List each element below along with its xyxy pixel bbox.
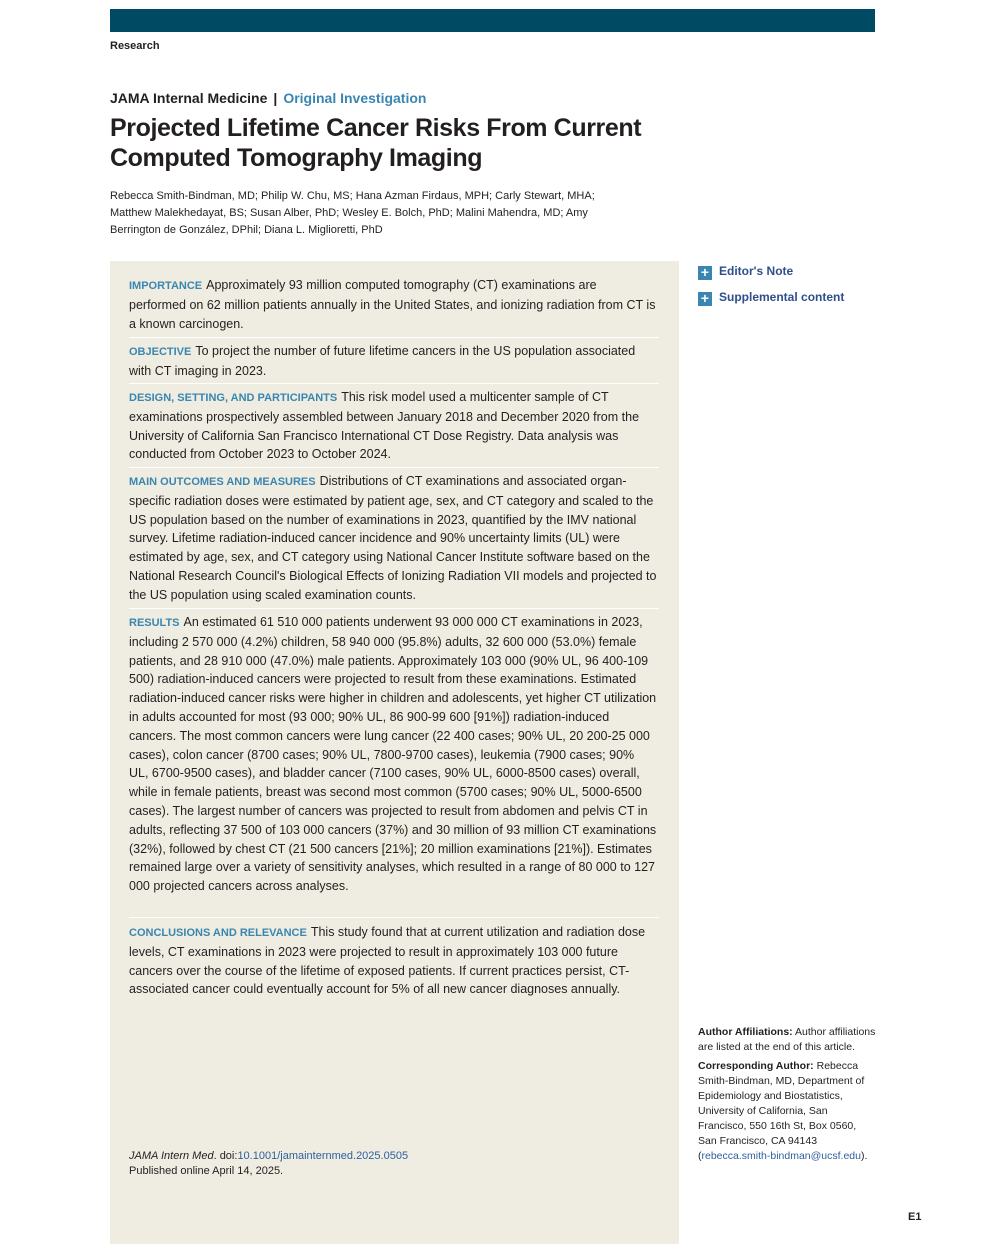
supplement-links bbox=[698, 258, 844, 310]
citation bbox=[129, 1149, 408, 1179]
editors-note-label: Editor's Note bbox=[719, 264, 794, 278]
header-bar bbox=[110, 9, 875, 32]
importance-text: Approximately 93 million computed tomography (CT) examinations are performed on 62 million patients annually in the United States, and ionizing radiation from CT is a known carcinogen. bbox=[129, 278, 656, 331]
results-heading: RESULTS bbox=[129, 617, 180, 629]
citation-doi-line bbox=[129, 1149, 408, 1164]
plus-icon: + bbox=[698, 266, 712, 280]
affiliations-label: Author Affiliations: bbox=[698, 1026, 793, 1038]
journal-abbrev: JAMA Intern Med bbox=[129, 1150, 214, 1162]
conclusions-heading: CONCLUSIONS AND RELEVANCE bbox=[129, 927, 307, 939]
article-type: Original Investigation bbox=[283, 90, 427, 106]
journal-separator: | bbox=[273, 90, 278, 106]
objective-text: To project the number of future lifetime cancers in the US population associated with CT imaging in 2023. bbox=[129, 344, 636, 378]
article-title: Projected Lifetime Cancer Risks From Current Computed Tomography Imaging bbox=[110, 114, 642, 172]
supplemental-content-label: Supplemental content bbox=[719, 290, 845, 304]
abstract-divider bbox=[129, 608, 659, 609]
author-list: Rebecca Smith-Bindman, MD; Philip W. Chu, MS; Hana Azman Firdaus, MPH; Carly Stewart, MHA; Matthew Malekhedayat, BS; Susan Alber, PhD; Wesley E. Bolch, PhD; Malini Mahendra, MD; Amy Berrington de González, DPhil; Diana L. Miglioretti, PhD bbox=[110, 190, 595, 236]
corresponding-email-link[interactable]: rebecca.smith-bindman@ucsf.edu bbox=[701, 1150, 861, 1162]
abstract-divider bbox=[129, 467, 659, 468]
design-heading: DESIGN, SETTING, AND PARTICIPANTS bbox=[129, 392, 338, 404]
doi-prefix: . doi: bbox=[213, 1150, 238, 1162]
publication-date: Published online April 14, 2025. bbox=[129, 1165, 284, 1177]
editors-note-link[interactable] bbox=[698, 258, 844, 284]
corresponding-text: Rebecca Smith-Bindman, MD, Department of Epidemiology and Biostatistics, University of California, San Francisco, 550 16th St, Box 0560, San Francisco, CA 94143 bbox=[698, 1060, 865, 1147]
author-affiliations bbox=[698, 1025, 876, 1055]
corresponding-author bbox=[698, 1059, 876, 1164]
abstract-divider bbox=[129, 917, 659, 918]
abstract-conclusions bbox=[129, 923, 657, 999]
abstract-divider bbox=[129, 337, 659, 338]
abstract-design bbox=[129, 388, 657, 464]
doi-link[interactable]: 10.1001/jamainternmed.2025.0505 bbox=[237, 1150, 409, 1162]
email-close-paren: ). bbox=[860, 1150, 868, 1162]
supplemental-content-link[interactable] bbox=[698, 284, 844, 310]
conclusions-text: This study found that at current utilization and radiation dose levels, CT examinations in 2023 were projected to result in approximately 103 000 future cancers over the course of the lifetime of exposed patients. If current practices persist, CT-associated cancer could eventually account for 5% of all new cancer diagnoses annually. bbox=[129, 925, 646, 997]
section-label: Research bbox=[110, 40, 160, 52]
abstract-importance bbox=[129, 276, 657, 333]
outcomes-text: Distributions of CT examinations and associated organ-specific radiation doses were estimated by patient age, sex, and CT category and scaled to the US population based on the number of examinations in 2023, quantified by the IMV national survey. Lifetime radiation-induced cancer incidence and 90% uncertainty limits (UL) were estimated by age, sex, and CT category using National Cancer Institute software based on the National Research Council's Biological Effects of Ionizing Radiation VII models and projected to the US population using scaled examination counts. bbox=[129, 474, 657, 602]
corresponding-label: Corresponding Author: bbox=[698, 1060, 814, 1072]
page-number: E1 bbox=[908, 1211, 922, 1223]
abstract-box bbox=[110, 261, 679, 1244]
email-open-paren: ( bbox=[698, 1150, 702, 1162]
plus-icon: + bbox=[698, 292, 712, 306]
objective-heading: OBJECTIVE bbox=[129, 346, 192, 358]
journal-name: JAMA Internal Medicine bbox=[110, 90, 268, 106]
abstract-results bbox=[129, 613, 657, 896]
design-text: This risk model used a multicenter sample of CT examinations prospectively assembled between January 2018 and December 2020 from the University of California San Francisco International CT Dose Registry. Data analysis was conducted from October 2023 to October 2024. bbox=[129, 390, 640, 462]
author-notes bbox=[698, 1025, 876, 1168]
results-text: An estimated 61 510 000 patients underwent 93 000 000 CT examinations in 2023, including 2 570 000 (4.2%) children, 58 940 000 (95.8%) adults, 32 600 000 (53.0%) female patients, and 28 910 000 (47.0%) male patients. Approximately 103 000 (90% UL, 96 400-109 500) radiation-induced cancers were projected to result from these examinations. Estimated radiation-induced cancer risks were higher in children and adolescents, yet higher CT utilization in adults accounted for most (93 000; 90% UL, 86 900-99 600 [91%]) radiation-induced cancers. The most common cancers were lung cancer (22 400 cases; 90% UL, 20 200-25 000 cases), colon cancer (8700 cases; 90% UL, 7800-9700 cases), leukemia (7900 cases; 90% UL, 6700-9500 cases), and bladder cancer (7100 cases, 90% UL, 6000-8500 cases) overall, while in female patients, breast was second most common (5700 cases; 90% UL, 5000-6500 cases). The largest number of cancers was projected to result from abdomen and pelvis CT in adults, reflecting 37 500 of 103 000 cancers (37%) and 30 million of 93 million CT examinations (32%), followed by chest CT (21 500 cancers [21%]; 20 million examinations [21%]). Estimates remained large over a variety of sensitivity analyses, which resulted in a range of 80 000 to 127 000 projected cancers across analyses. bbox=[129, 615, 657, 894]
abstract-objective bbox=[129, 342, 657, 381]
journal-line bbox=[110, 90, 426, 106]
abstract-outcomes bbox=[129, 472, 657, 605]
affiliations-text: Author affiliations are listed at the end of this article. bbox=[698, 1026, 876, 1053]
abstract-divider bbox=[129, 383, 659, 384]
importance-heading: IMPORTANCE bbox=[129, 280, 203, 292]
outcomes-heading: MAIN OUTCOMES AND MEASURES bbox=[129, 476, 316, 488]
